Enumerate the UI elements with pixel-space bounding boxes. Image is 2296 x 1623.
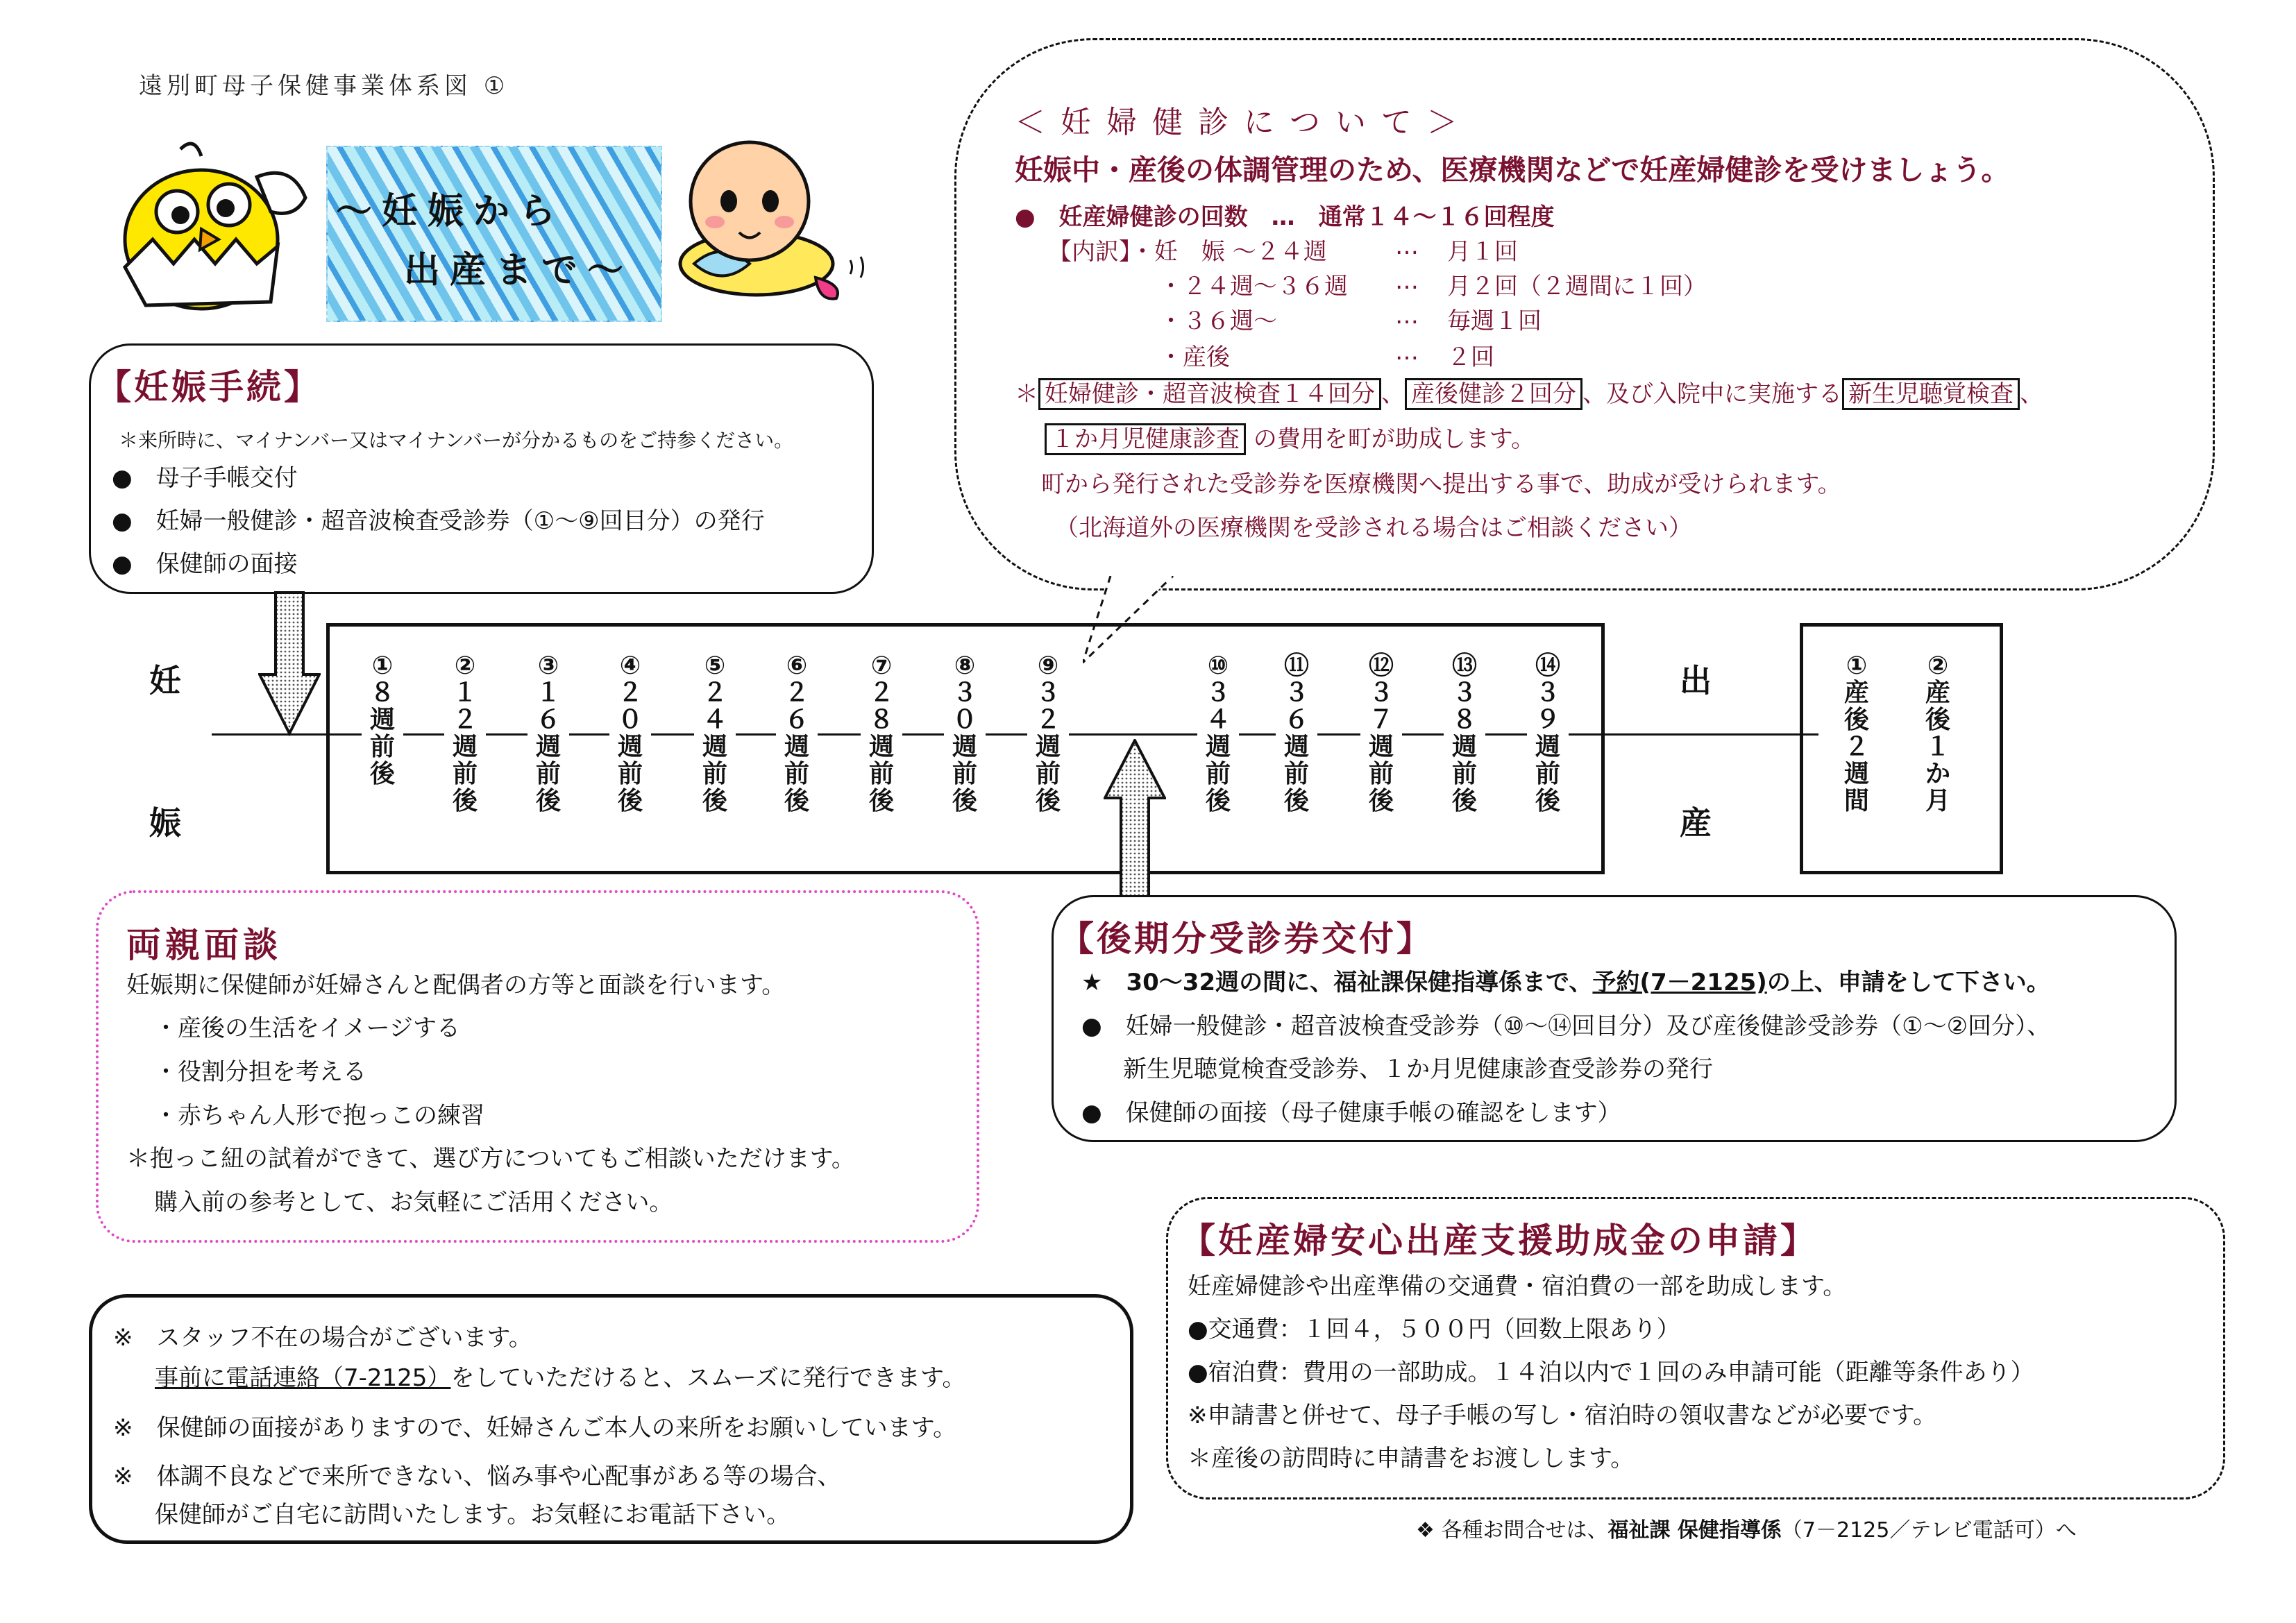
chick-illustration [97, 135, 326, 316]
checkup-count: ● 妊産婦健診の回数 … 通常１４～１６回程度 [1015, 203, 1555, 231]
late-voucher-star [1081, 963, 2050, 997]
subsidy-box-postnatal: 産後健診２回分 [1405, 378, 1582, 410]
visit-char: ３ [952, 679, 977, 707]
parents-line-1: 妊娠期に保健師が妊婦さんと配偶者の方等と面談を行います。 [126, 971, 786, 999]
visit-number: ① [1846, 652, 1868, 680]
visit-number: ② [454, 652, 476, 680]
star-post: の上、申請をして下さい。 [1766, 969, 2050, 996]
visit-char: 前 [1283, 760, 1309, 788]
timeline-visit [609, 652, 651, 815]
outside-line: （北海道外の医療機関を受診される場合はご相談ください） [1055, 514, 1692, 542]
birth-label-1: 出 [1680, 662, 1712, 699]
visit-char: １ [1925, 733, 1950, 761]
subsidy-star: ＊ [1015, 380, 1038, 408]
visit-char: 産 [1843, 679, 1869, 707]
parents-line-2: ・産後の生活をイメージする [154, 1014, 460, 1042]
page-title: 遠別町母子保健事業体系図 ① [139, 72, 509, 100]
late-voucher-item-2: ● 保健師の面接（母子健康手帳の確認をします） [1081, 1099, 1621, 1127]
visit-number: ⑩ [1207, 652, 1229, 680]
footer-dept: 福祉課 保健指導係 [1607, 1518, 1782, 1543]
visit-char: ２ [702, 679, 727, 707]
timeline-visit [944, 652, 986, 815]
visit-char: 前 [452, 760, 478, 788]
visit-char: ７ [1368, 706, 1394, 734]
visit-number: ⑭ [1535, 652, 1560, 680]
timeline-visit [1444, 652, 1485, 815]
visit-char: ２ [617, 679, 643, 707]
visit-char: 週 [1535, 733, 1560, 761]
subsidy-tail: の費用を町が助成します。 [1246, 425, 1535, 453]
staff-line-1: ※ スタッフ不在の場合がございます。 [113, 1324, 532, 1352]
timeline-visit [694, 652, 736, 815]
visit-char: ６ [1283, 706, 1309, 734]
banner-line2: 出産まで～ [404, 250, 634, 291]
timeline-visit [861, 652, 902, 815]
visit-char: 後 [1535, 787, 1560, 815]
travel-line-2: ●交通費：１回４，５００円（回数上限あり） [1188, 1316, 1680, 1343]
subsidy-line [1015, 375, 2043, 409]
timeline-visit [362, 652, 403, 788]
visit-char: 前 [952, 760, 977, 788]
arrow-up-icon [1104, 739, 1166, 899]
visit-char: ２ [784, 679, 809, 707]
visit-char: 後 [452, 787, 478, 815]
timeline-visit [1527, 652, 1569, 815]
visit-char: 産 [1925, 679, 1950, 707]
visit-char: ２ [868, 679, 894, 707]
procedure-item-1: ● 母子手帳交付 [112, 464, 298, 492]
visit-char: 週 [952, 733, 977, 761]
visit-char: ３ [1535, 679, 1560, 707]
pregnancy-label-1: 妊 [149, 662, 181, 699]
visit-char: か [1925, 760, 1950, 788]
visit-char: 週 [535, 733, 561, 761]
baby-illustration [666, 125, 875, 305]
pregnancy-procedure-box [89, 343, 874, 594]
visit-char: ８ [1451, 706, 1477, 734]
visit-char: 前 [868, 760, 894, 788]
visit-char: 後 [1451, 787, 1477, 815]
reservation-phone: 予約(7－2125) [1592, 969, 1767, 996]
subsidy-mid: 、及び入院中に実施する [1582, 380, 1842, 408]
parents-line-4: ・赤ちゃん人形で抱っこの練習 [154, 1102, 484, 1130]
visit-char: 前 [1368, 760, 1394, 788]
visit-char: ４ [702, 706, 727, 734]
travel-line-1: 妊産婦健診や出産準備の交通費・宿泊費の一部を助成します。 [1188, 1273, 1847, 1300]
visit-char: 週 [702, 733, 727, 761]
procedure-item-2: ● 妊婦一般健診・超音波検査受診券（①～⑨回目分）の発行 [112, 507, 765, 535]
visit-char: 週 [1843, 760, 1869, 788]
visit-char: 前 [784, 760, 809, 788]
visit-char: 前 [1205, 760, 1231, 788]
travel-line-3: ●宿泊費：費用の一部助成。１４泊以内で１回のみ申請可能（距離等条件あり） [1188, 1359, 2034, 1386]
submit-line: 町から発行された受診券を医療機関へ提出する事で、助成が受けられます。 [1041, 470, 1841, 498]
travel-subsidy-box [1166, 1197, 2225, 1499]
visit-char: ９ [1535, 706, 1560, 734]
visit-char: 後 [1368, 787, 1394, 815]
schedule-value-1: 月１回 [1447, 238, 1518, 266]
visit-char: 後 [1283, 787, 1309, 815]
timeline-visit [776, 652, 818, 815]
checkup-lead: 妊娠中・産後の体調管理のため、医療機関などで妊産婦健診を受けましょう。 [1015, 153, 2010, 187]
staff-line-3: ※ 保健師の面接がありますので、妊婦さんご本人の来所をお願いしています。 [113, 1414, 957, 1442]
mynumber-note: ＊来所時に、マイナンバー又はマイナンバーが分かるものをご持参ください。 [119, 429, 794, 452]
visit-char: 間 [1843, 787, 1869, 815]
schedule-label-4: ・産後 [1159, 343, 1230, 371]
staff-phone: 事前に電話連絡（7-2125） [155, 1364, 451, 1392]
schedule-sep-3: … [1395, 302, 1419, 330]
parents-interview-heading: 両親面談 [126, 925, 282, 965]
visit-char: 前 [617, 760, 643, 788]
subsidy-sep2: 、 [2020, 380, 2043, 408]
visit-char: ３ [1035, 679, 1061, 707]
travel-subsidy-heading: 【妊産婦安心出産支援助成金の申請】 [1181, 1221, 1818, 1261]
subsidy-box-hearing: 新生児聴覚検査 [1842, 378, 2020, 410]
staff-line-5: 保健師がご自宅に訪問いたします。お気軽にお電話下さい。 [155, 1501, 791, 1529]
footer-post: （7－2125／テレビ電話可）へ [1781, 1518, 2077, 1543]
postnatal-frame [1800, 623, 2003, 874]
visit-number: ① [371, 652, 394, 680]
visit-number: ⑨ [1037, 652, 1059, 680]
timeline-visit [1836, 652, 1877, 815]
visit-char: ３ [1451, 679, 1477, 707]
visit-number: ⑫ [1368, 652, 1394, 680]
visit-char: 前 [369, 733, 395, 761]
subsidy-line-2 [1045, 420, 1535, 454]
visit-char: ２ [452, 706, 478, 734]
visit-number: ⑦ [870, 652, 893, 680]
parents-line-3: ・役割分担を考える [154, 1058, 366, 1086]
visit-char: １ [452, 679, 478, 707]
visit-char: 週 [1451, 733, 1477, 761]
parents-interview-box [96, 890, 979, 1243]
pregnancy-procedure-heading: 【妊娠手続】 [96, 367, 321, 407]
visit-char: ３ [1205, 679, 1231, 707]
late-voucher-item-1: ● 妊婦一般健診・超音波検査受診券（⑩～⑭回目分）及び産後健診受診券（①～②回分）、 [1081, 1012, 2051, 1040]
visit-char: 週 [1205, 733, 1231, 761]
visit-char: 週 [617, 733, 643, 761]
visit-char: 週 [1035, 733, 1061, 761]
schedule-label-1: 【内訳】・妊 娠 ～２４週 [1048, 238, 1327, 266]
visit-char: 後 [702, 787, 727, 815]
timeline-visit [1276, 652, 1317, 815]
subsidy-sep1: 、 [1381, 380, 1405, 408]
late-voucher-item-1b: 新生児聴覚検査受診券、１か月児健康診査受診券の発行 [1123, 1055, 1713, 1083]
visit-char: １ [535, 679, 561, 707]
late-voucher-heading: 【後期分受診券交付】 [1059, 919, 1434, 959]
schedule-value-3: 毎週１回 [1447, 307, 1542, 335]
schedule-value-2: 月２回（２週間に１回） [1447, 273, 1707, 300]
arrow-down-icon [258, 591, 321, 737]
visit-char: 後 [1035, 787, 1061, 815]
pregnancy-label-2: 娠 [149, 804, 181, 842]
timeline-visit [444, 652, 486, 815]
visit-char: 後 [1205, 787, 1231, 815]
parents-line-6: 購入前の参考として、お気軽にご活用ください。 [154, 1189, 673, 1216]
visit-number: ④ [619, 652, 641, 680]
timeline-visit [1027, 652, 1069, 815]
star-pre: ★ 30～32週の間に、福祉課保健指導係まで、 [1081, 969, 1593, 996]
visit-char: 後 [952, 787, 977, 815]
late-voucher-box [1052, 895, 2177, 1142]
visit-number: ⑪ [1283, 652, 1309, 680]
visit-char: 前 [702, 760, 727, 788]
visit-char: 後 [784, 787, 809, 815]
birth-label-2: 産 [1680, 804, 1712, 842]
staff-line-4: ※ 体調不良などで来所できない、悩み事や心配事がある等の場合、 [113, 1463, 841, 1490]
visit-char: ０ [952, 706, 977, 734]
visit-char: 週 [868, 733, 894, 761]
visit-char: ４ [1205, 706, 1231, 734]
schedule-sep-2: … [1395, 267, 1419, 295]
visit-char: 週 [1368, 733, 1394, 761]
schedule-sep-4: … [1395, 338, 1419, 366]
visit-char: ２ [1035, 706, 1061, 734]
visit-char: ２ [1843, 733, 1869, 761]
visit-char: 後 [535, 787, 561, 815]
visit-number: ② [1927, 652, 1949, 680]
visit-char: 後 [617, 787, 643, 815]
schedule-label-3: ・３６週～ [1159, 307, 1277, 335]
staff-line-2-rest: をしていただけると、スムーズに発行できます。 [450, 1364, 966, 1392]
timeline-visit [1917, 652, 1959, 815]
visit-char: 週 [369, 706, 395, 734]
visit-char: 前 [1035, 760, 1061, 788]
travel-line-4: ※申請書と併せて、母子手帳の写し・宿泊時の領収書などが必要です。 [1188, 1402, 1937, 1429]
visit-char: 後 [1843, 706, 1869, 734]
visit-number: ⑤ [704, 652, 726, 680]
contact-footer [1416, 1513, 2077, 1543]
visit-char: ６ [784, 706, 809, 734]
diamond-icon: ❖ [1416, 1518, 1435, 1543]
visit-number: ⑧ [954, 652, 976, 680]
visit-char: ３ [1283, 679, 1309, 707]
visit-char: 週 [452, 733, 478, 761]
title-banner [326, 146, 662, 322]
visit-char: 前 [1535, 760, 1560, 788]
procedure-item-3: ● 保健師の面接 [112, 550, 298, 578]
visit-char: 後 [369, 760, 395, 788]
visit-char: ８ [369, 679, 395, 707]
visit-char: 後 [868, 787, 894, 815]
visit-number: ⑥ [786, 652, 808, 680]
visit-char: 前 [1451, 760, 1477, 788]
timeline-visit [527, 652, 569, 815]
banner-line1: ～妊娠から [336, 191, 566, 232]
visit-char: 週 [1283, 733, 1309, 761]
staff-notes-box [89, 1294, 1133, 1544]
subsidy-box-checkup: 妊婦健診・超音波検査１４回分 [1038, 378, 1381, 410]
visit-number: ⑬ [1451, 652, 1477, 680]
footer-pre: 各種お問合せは、 [1441, 1518, 1608, 1543]
subsidy-box-infant: １か月児健康診査 [1045, 423, 1246, 455]
timeline-visit [1197, 652, 1239, 815]
visit-char: 後 [1925, 706, 1950, 734]
visit-char: 月 [1925, 787, 1950, 815]
visit-char: ０ [617, 706, 643, 734]
schedule-value-4: ２回 [1447, 343, 1494, 371]
visit-char: ３ [1368, 679, 1394, 707]
parents-line-5: ＊抱っこ紐の試着ができて、選び方についてもご相談いただけます。 [126, 1145, 855, 1173]
timeline-visit [1360, 652, 1402, 815]
checkup-heading: ＜ 妊 婦 健 診 に つ い て ＞ [1015, 105, 1460, 140]
schedule-label-2: ・２４週～３６週 [1159, 273, 1348, 300]
visit-char: ６ [535, 706, 561, 734]
visit-char: ８ [868, 706, 894, 734]
staff-line-2 [155, 1359, 965, 1393]
visit-number: ③ [537, 652, 559, 680]
visit-char: 週 [784, 733, 809, 761]
travel-line-5: ＊産後の訪問時に申請書をお渡しします。 [1188, 1445, 1635, 1472]
visit-char: 前 [535, 760, 561, 788]
schedule-sep-1: … [1395, 232, 1419, 260]
